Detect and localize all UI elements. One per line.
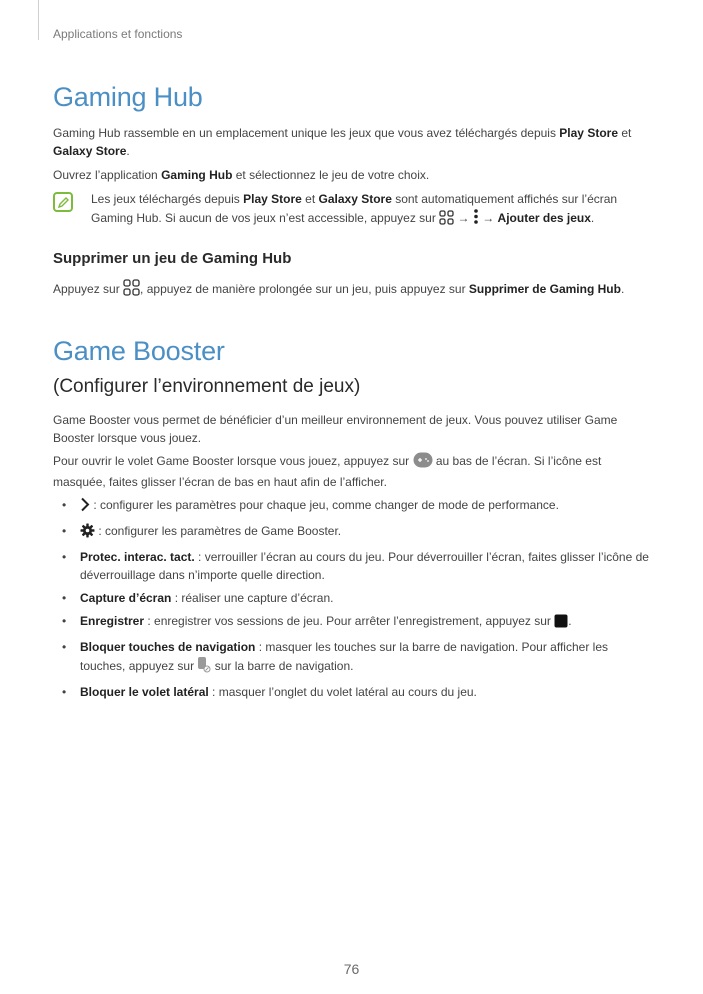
gaming-hub-title: Gaming Hub (53, 82, 203, 112)
game-booster-icon (413, 452, 433, 473)
chevron-right-icon (80, 497, 90, 517)
game-booster-title: Game Booster (53, 336, 225, 366)
list-item: • : configurer les paramètres pour chaque jeu, comme changer de mode de performance. (53, 496, 653, 517)
feature-list (53, 496, 653, 706)
game-booster-open: Pour ouvrir le volet Game Booster lorsque vous jouez, appuyez sur au bas de l’écran. Si l’icône est masquée, faites glisser l’écran de bas en haut afin de l’afficher. (53, 454, 602, 489)
page-number: 76 (343, 961, 360, 977)
game-booster-intro: Game Booster vous permet de bénéficier d’un meilleur environnement de jeux. Vous pouvez utiliser Game Booster lorsque vous jouez. (53, 413, 618, 445)
gaming-hub-open: Ouvrez l’application Gaming Hub et sélectionnez le jeu de votre choix. (53, 168, 430, 182)
navigation-lock-icon (197, 656, 211, 678)
list-item: • Bloquer le volet latéral : masquer l’onglet du volet latéral au cours du jeu. (53, 683, 653, 701)
header-divider (38, 0, 39, 40)
note-text: Les jeux téléchargés depuis Play Store et Galaxy Store sont automatiquement affichés sur l’écran Gaming Hub. Si aucun de vos jeux n’est accessible, appuyez sur → → Ajouter des jeux. (91, 190, 651, 230)
list-item: • Capture d’écran : réaliser une capture d’écran. (53, 589, 653, 607)
gear-icon (80, 523, 95, 543)
stop-icon (554, 614, 568, 633)
delete-section-title: Supprimer un jeu de Gaming Hub (53, 250, 292, 267)
list-item: • : configurer les paramètres de Game Booster. (53, 522, 653, 543)
gaming-hub-intro: Gaming Hub rassemble en un emplacement unique les jeux que vous avez téléchargés depuis Play Store et Galaxy Store. (53, 126, 632, 158)
note-icon (53, 192, 73, 212)
list-item: • Bloquer touches de navigation : masquer les touches sur la barre de navigation. Pour afficher les touches, appuyez sur sur la barre de navigation. (53, 638, 653, 678)
list-item: • Enregistrer : enregistrer vos sessions de jeu. Pour arrêter l’enregistrement, appuyez sur . (53, 612, 653, 633)
game-booster-subtitle: (Configurer l’environnement de jeux) (53, 376, 361, 397)
apps-grid-icon (123, 279, 140, 301)
list-item: • Protec. interac. tact. : verrouiller l’écran au cours du jeu. Pour déverrouiller l’écran, faites glisser l’icône de déverrouillage dans n’importe quelle direction. (53, 548, 653, 584)
section-header: Applications et fonctions (53, 27, 183, 41)
apps-grid-icon (439, 210, 454, 230)
delete-instructions: Appuyez sur , appuyez de manière prolongée sur un jeu, puis appuyez sur Supprimer de Gaming Hub. (53, 279, 653, 301)
